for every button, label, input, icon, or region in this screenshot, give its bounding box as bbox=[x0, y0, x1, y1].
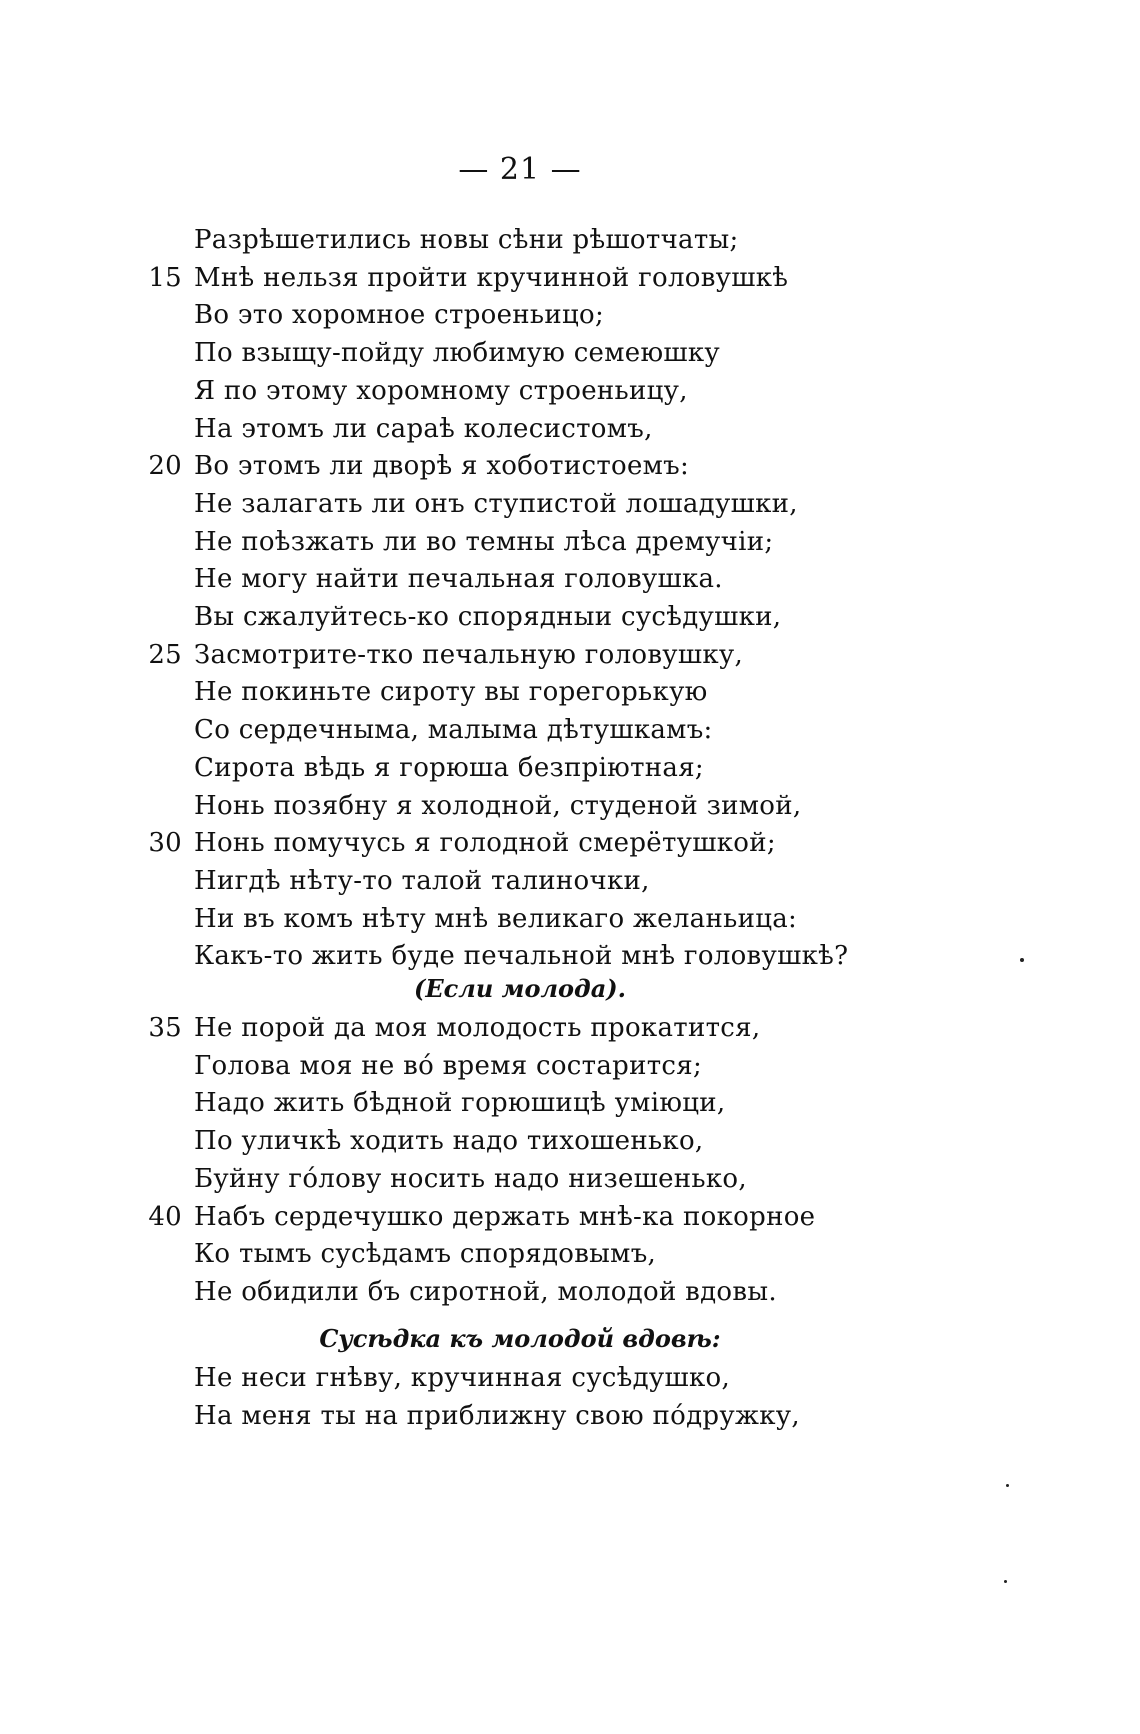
verse-text: Со сердечныма, малыма дѣтушкамъ: bbox=[194, 715, 713, 746]
verse-line bbox=[194, 1048, 702, 1084]
verse-line bbox=[194, 599, 781, 635]
line-number: 20 bbox=[148, 451, 182, 482]
verse-line bbox=[194, 411, 653, 447]
verse-text: Нонь помучусь я голодной смерётушкой; bbox=[194, 828, 776, 859]
page-number: — 21 — bbox=[458, 152, 582, 187]
verse-line bbox=[194, 335, 720, 371]
verse-line bbox=[148, 1199, 816, 1235]
verse-line bbox=[194, 1360, 730, 1396]
section-heading-neighbor: Сусѣдка къ молодой вдовѣ: bbox=[319, 1324, 721, 1353]
verse-text: На меня ты на приближну свою по́дружку, bbox=[194, 1400, 800, 1431]
verse-text: Я по этому хоромному строеньицу, bbox=[194, 375, 688, 406]
verse-text: Не порой да моя молодость прокатится, bbox=[194, 1013, 761, 1043]
verse-line bbox=[194, 901, 797, 937]
verse-text: Во это хоромное строеньицо; bbox=[194, 300, 605, 331]
section-heading-if-young: (Если молода). bbox=[414, 974, 626, 1003]
verse-text: Не могу найти печальная головушка. bbox=[194, 564, 723, 595]
verse-text: Во этомъ ли дворѣ я хоботистоемъ: bbox=[194, 451, 690, 482]
verse-line bbox=[194, 1161, 747, 1197]
verse-line bbox=[148, 448, 690, 484]
verse-line bbox=[194, 1123, 703, 1159]
verse-line bbox=[194, 561, 723, 597]
verse-text: Мнѣ нельзя пройти кручинной головушкѣ bbox=[194, 262, 789, 293]
verse-line bbox=[194, 674, 708, 710]
verse-line bbox=[194, 373, 688, 409]
verse-text: Сирота вѣдь я горюша безпріютная; bbox=[194, 752, 704, 783]
verse-line bbox=[194, 524, 773, 560]
verse-line bbox=[194, 863, 650, 899]
verse-line bbox=[194, 222, 739, 258]
verse-text: Не поѣзжать ли во темны лѣса дремучіи; bbox=[194, 526, 774, 557]
verse-line bbox=[194, 788, 801, 824]
verse-text: Не залагать ли онъ ступистой лошадушки, bbox=[194, 488, 798, 519]
scan-speck bbox=[1020, 958, 1024, 962]
verse-line bbox=[194, 1236, 656, 1272]
verse-text: На этомъ ли сараѣ колесистомъ, bbox=[194, 413, 653, 444]
verse-text: Не неси гнѣву, кручинная сусѣдушко, bbox=[194, 1363, 731, 1393]
verse-text: Вы сжалуйтесь-ко спорядныи сусѣдушки, bbox=[194, 602, 782, 632]
verse-line bbox=[194, 1274, 777, 1310]
verse-text: По уличкѣ ходить надо тихошенько, bbox=[194, 1126, 704, 1157]
verse-line bbox=[148, 260, 789, 296]
line-number: 30 bbox=[148, 828, 182, 859]
verse-text: Набъ сердечушко держать мнѣ-ка покорное bbox=[194, 1201, 816, 1232]
verse-text: Нигдѣ нѣту-то талой талиночки, bbox=[194, 865, 650, 896]
verse-line bbox=[148, 1010, 761, 1046]
verse-line bbox=[194, 1398, 800, 1434]
line-number: 25 bbox=[148, 639, 182, 670]
verse-text: Надо жить бѣдной горюшицѣ уміюци, bbox=[194, 1088, 726, 1119]
verse-text: Буйну го́лову носить надо низешенько, bbox=[194, 1163, 747, 1194]
verse-line bbox=[194, 938, 848, 974]
scan-speck bbox=[1004, 1580, 1007, 1583]
verse-text: Не обидили бъ сиротной, молодой вдовы. bbox=[194, 1276, 777, 1307]
verse-line bbox=[148, 637, 744, 673]
verse-line bbox=[194, 750, 704, 786]
verse-text: Нонь позябну я холодной, студеной зимой, bbox=[194, 790, 802, 821]
verse-text: Голова моя не во́ время состарится; bbox=[194, 1050, 703, 1081]
verse-text: Ко тымъ сусѣдамъ спорядовымъ, bbox=[194, 1239, 657, 1270]
verse-line bbox=[194, 712, 713, 748]
line-number: 40 bbox=[148, 1201, 182, 1232]
verse-text: Не покиньте сироту вы горегорькую bbox=[194, 677, 708, 708]
verse-line bbox=[194, 486, 798, 522]
verse-line bbox=[194, 297, 604, 333]
verse-line bbox=[148, 825, 776, 861]
line-number: 15 bbox=[148, 262, 182, 293]
verse-text: Ни въ комъ нѣту мнѣ великаго желаньица: bbox=[194, 903, 798, 934]
verse-text: По взыщу-пойду любимую семеюшку bbox=[194, 338, 721, 369]
line-number: 35 bbox=[148, 1013, 182, 1043]
verse-text: Засмотрите-тко печальную головушку, bbox=[194, 639, 744, 670]
scan-speck bbox=[1006, 1484, 1009, 1487]
verse-text: Разрѣшетились новы сѣни рѣшотчаты; bbox=[194, 225, 739, 255]
verse-text: Какъ-то жить буде печальной мнѣ головушкѣ? bbox=[194, 941, 849, 972]
verse-line bbox=[194, 1085, 725, 1121]
